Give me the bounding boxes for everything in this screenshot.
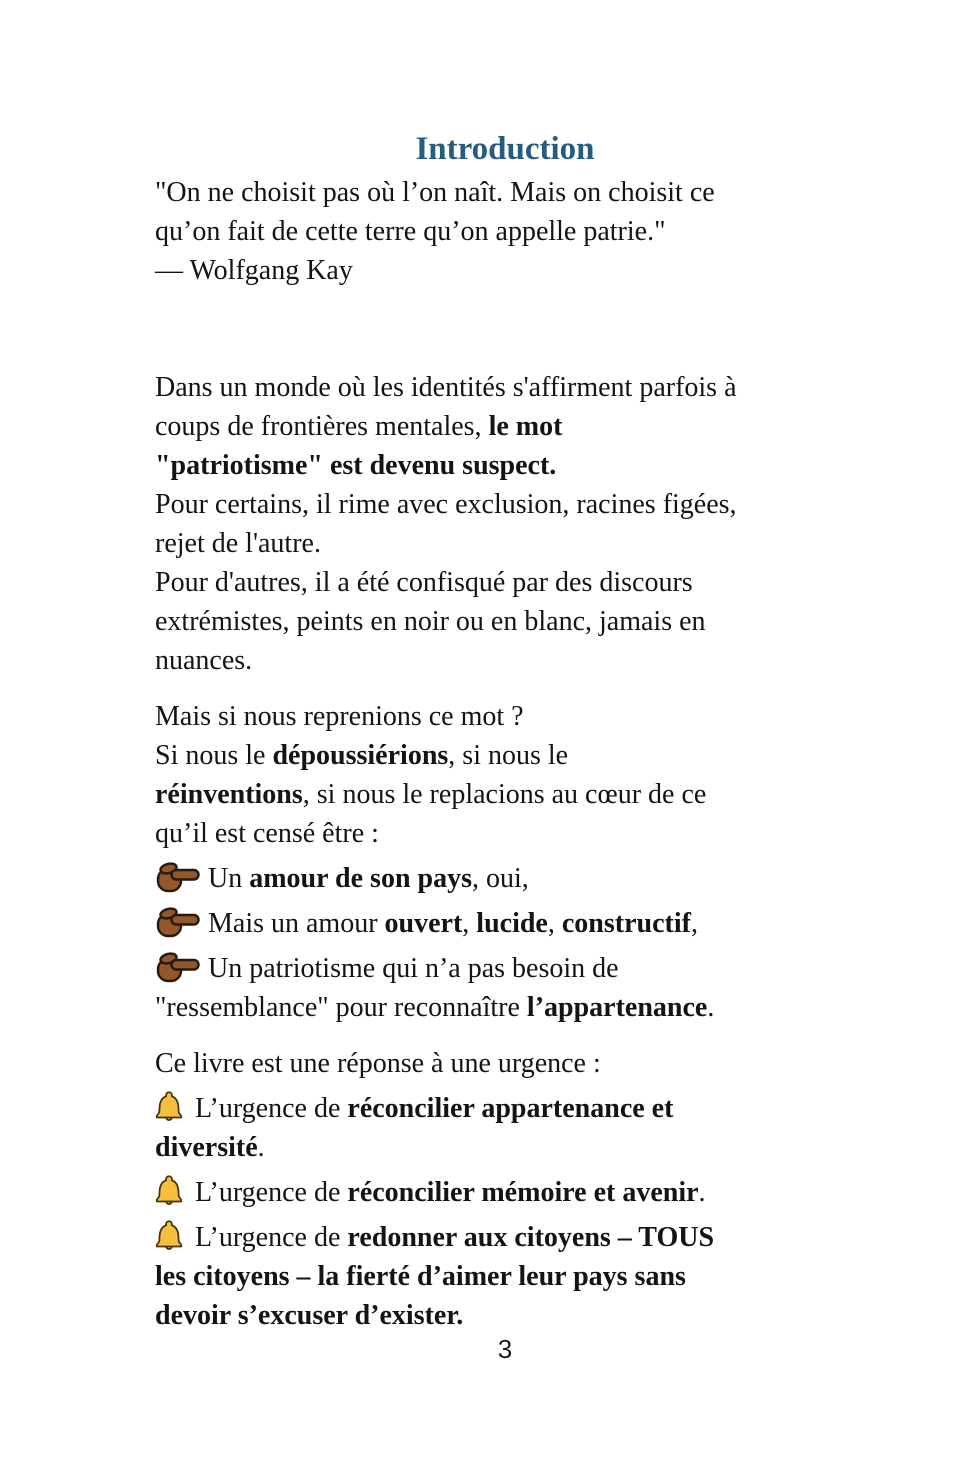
text-run: Un [208, 863, 250, 894]
text-run: L’urgence de [195, 1222, 348, 1253]
body-line [155, 446, 855, 485]
bold-text-run: réconcilier mémoire et avenir [347, 1177, 699, 1208]
text-run: "ressemblance" pour reconnaître [155, 992, 527, 1023]
bold-text-run: diversité [155, 1132, 258, 1163]
body-line [155, 775, 855, 814]
bold-text-run: constructif [561, 908, 691, 939]
bullet-line [155, 859, 855, 898]
text-run: Pour certains, il rime avec exclusion, racines figées, [155, 489, 737, 520]
bullet-line [155, 1218, 855, 1257]
text-run: Ce livre est une réponse à une urgence : [155, 1048, 601, 1079]
text-run: , [547, 908, 562, 939]
bell-icon [155, 1219, 183, 1252]
text-run: coups de frontières mentales, [155, 411, 489, 442]
bold-text-run: "patriotisme" est devenu suspect. [155, 450, 557, 481]
text-run: qu’on fait de cette terre qu’on appelle patrie." [155, 216, 666, 247]
body-line [155, 1128, 855, 1167]
text-run: extrémistes, peints en noir ou en blanc, jamais en [155, 606, 706, 637]
bold-text-run: le mot [488, 411, 563, 442]
bold-text-run: devoir s’excuser d’exister. [155, 1300, 464, 1331]
text-run: Mais si nous reprenions ce mot ? [155, 701, 524, 732]
text-run: Un patriotisme qui n’a pas besoin de [208, 953, 619, 984]
body-line [155, 814, 855, 853]
text-run: Introduction [415, 131, 595, 167]
body-line [155, 485, 855, 524]
text-run: Mais un amour [208, 908, 385, 939]
page-number: 3 [497, 1334, 513, 1364]
text-run: "On ne choisit pas où l’on naît. Mais on choisit ce [155, 177, 715, 208]
bullet-line [155, 1089, 855, 1128]
body-line [155, 988, 855, 1027]
bold-text-run: redonner aux citoyens – TOUS [347, 1222, 715, 1253]
text-run: L’urgence de [195, 1177, 348, 1208]
text-run: nuances. [155, 645, 253, 676]
body-line [155, 602, 855, 641]
bell-icon [155, 1090, 183, 1123]
text-run: . [698, 1177, 706, 1208]
body-line [155, 563, 855, 602]
text-run: , si nous le replacions au cœur de ce [302, 779, 707, 810]
body-line [155, 1257, 855, 1296]
text-run: , [462, 908, 477, 939]
body-line [155, 524, 855, 563]
body-line [155, 697, 855, 736]
pointing-finger-icon [155, 950, 201, 984]
chapter-title [155, 128, 855, 170]
bold-text-run: réconcilier appartenance et [347, 1093, 674, 1124]
bell-icon [155, 1174, 183, 1207]
text-run: , [690, 908, 698, 939]
text-run: . [257, 1132, 265, 1163]
bold-text-run: ouvert [384, 908, 463, 939]
text-run: Pour d'autres, il a été confisqué par des discours [155, 567, 693, 598]
text-run: L’urgence de [195, 1093, 348, 1124]
text-run: . [707, 992, 715, 1023]
bold-text-run: l’appartenance [526, 992, 708, 1023]
pointing-finger-icon [155, 905, 201, 939]
text-run: , oui, [472, 863, 529, 894]
bold-text-run: réinventions [155, 779, 303, 810]
bullet-line [155, 1173, 855, 1212]
body-line [155, 368, 855, 407]
body-line [155, 641, 855, 680]
bold-text-run: lucide [476, 908, 548, 939]
bullet-line [155, 904, 855, 943]
quote-line [155, 173, 855, 212]
body-line [155, 407, 855, 446]
bold-text-run: dépoussiérions [272, 740, 449, 771]
body-line [155, 736, 855, 775]
text-run: qu’il est censé être : [155, 818, 379, 849]
bullet-line [155, 949, 855, 988]
text-run: , si nous le [448, 740, 569, 771]
quote-attribution [155, 251, 855, 290]
text-run: rejet de l'autre. [155, 528, 321, 559]
body-line [155, 1044, 855, 1083]
document-content [155, 128, 855, 1335]
quote-line [155, 212, 855, 251]
bold-text-run: les citoyens – la fierté d’aimer leur pays sans [155, 1261, 686, 1292]
text-run: Si nous le [155, 740, 273, 771]
bold-text-run: amour de son pays [249, 863, 472, 894]
pointing-finger-icon [155, 860, 201, 894]
body-line [155, 1296, 855, 1335]
text-run: — Wolfgang Kay [155, 255, 353, 286]
text-run: Dans un monde où les identités s'affirment parfois à [155, 372, 737, 403]
